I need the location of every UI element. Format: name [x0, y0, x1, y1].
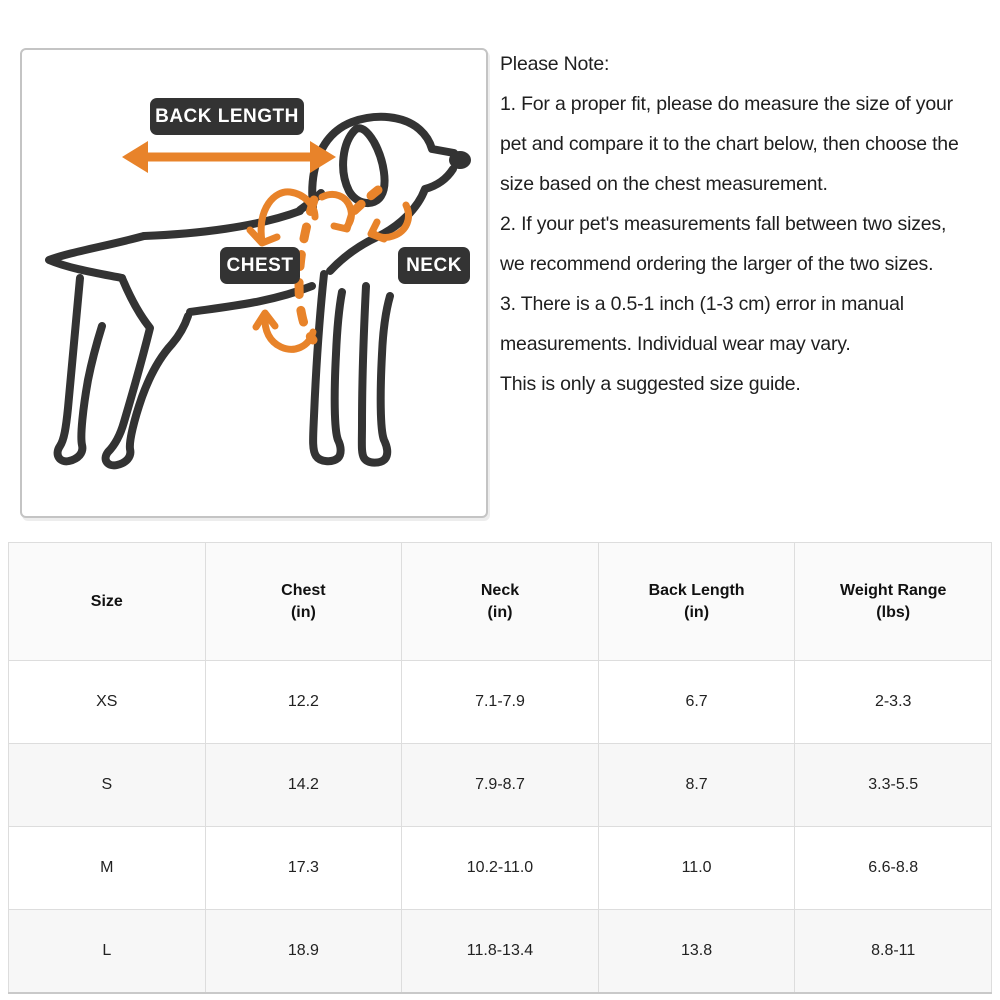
cell-chest: 18.9 [205, 910, 402, 993]
cell-neck: 11.8-13.4 [402, 910, 599, 993]
note-line: we recommend ordering the larger of the two sizes. [500, 253, 934, 275]
dog-outline [49, 117, 471, 466]
back-length-label [150, 98, 304, 135]
table-row [9, 910, 992, 993]
dog-back [144, 211, 300, 236]
note-line: 2. If your pet's measurements fall between two sizes, [500, 213, 947, 235]
cell-chest: 14.2 [205, 744, 402, 827]
measurement-diagram [20, 48, 488, 518]
table-row [9, 827, 992, 910]
note-line: size based on the chest measurement. [500, 173, 828, 195]
dog-front-leg-far [362, 286, 390, 463]
header-title: Back Length [648, 581, 745, 599]
cell-weight-range: 3.3-5.5 [795, 744, 992, 827]
header-unit: (in) [487, 603, 513, 621]
chest-label-text: CHEST [226, 254, 294, 276]
dog-tail [49, 236, 144, 278]
table-row [9, 661, 992, 744]
note-line: measurements. Individual wear may vary. [500, 333, 851, 355]
cell-weight-range: 2-3.3 [795, 661, 992, 744]
neck-measure-arrow-top-icon [322, 194, 351, 229]
header-title: Size [90, 592, 123, 610]
cell-chest: 12.2 [205, 661, 402, 744]
header-neck [402, 543, 599, 661]
chest-girth-dashed-line [299, 200, 314, 340]
neck-label [398, 247, 470, 284]
header-weight-range [795, 543, 992, 661]
header-chest [205, 543, 402, 661]
cell-weight-range: 6.6-8.8 [795, 827, 992, 910]
cell-chest: 17.3 [205, 827, 402, 910]
dog-rear-leg-far [58, 278, 102, 461]
dog-rear-leg-near [106, 278, 188, 465]
cell-neck: 10.2-11.0 [402, 827, 599, 910]
size-table-body [9, 661, 992, 993]
note-line: This is only a suggested size guide. [500, 373, 801, 395]
back-length-label-text: BACK LENGTH [155, 105, 299, 127]
header-back-length [598, 543, 795, 661]
cell-size: M [9, 827, 206, 910]
dog-front-leg-near [313, 274, 342, 461]
cell-size: L [9, 910, 206, 993]
header-unit: (lbs) [876, 603, 911, 621]
header-title: Weight Range [840, 581, 947, 599]
cell-neck: 7.1-7.9 [402, 661, 599, 744]
header-title: Neck [480, 581, 520, 599]
cell-size: S [9, 744, 206, 827]
cell-weight-range: 8.8-11 [795, 910, 992, 993]
header-unit: (in) [684, 603, 710, 621]
header-size [9, 543, 206, 661]
note-line: Please Note: [500, 53, 610, 75]
note-line: 3. There is a 0.5-1 inch (1-3 cm) error in manual [500, 293, 904, 315]
table-row [9, 744, 992, 827]
note-line: 1. For a proper fit, please do measure the size of your [500, 93, 953, 115]
note-line: pet and compare it to the chart below, then choose the [500, 133, 959, 155]
notes-block [500, 44, 998, 404]
cell-back-length: 8.7 [598, 744, 795, 827]
cell-back-length: 6.7 [598, 661, 795, 744]
cell-neck: 7.9-8.7 [402, 744, 599, 827]
back-length-double-arrow-icon [122, 141, 336, 173]
dog-belly [190, 286, 312, 312]
size-table-header [9, 543, 992, 661]
header-row [9, 543, 992, 661]
header-unit: (in) [290, 603, 316, 621]
cell-back-length: 13.8 [598, 910, 795, 993]
neck-label-text: NECK [406, 254, 462, 276]
size-table [8, 542, 992, 994]
header-title: Chest [281, 581, 326, 599]
chest-label [220, 247, 300, 284]
cell-size: XS [9, 661, 206, 744]
cell-back-length: 11.0 [598, 827, 795, 910]
